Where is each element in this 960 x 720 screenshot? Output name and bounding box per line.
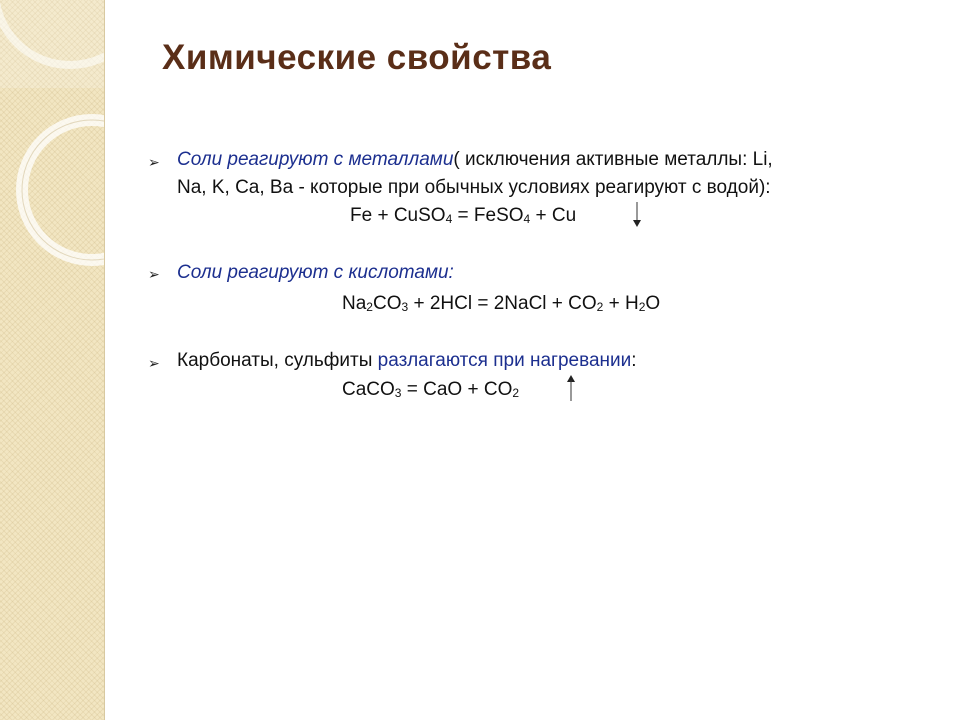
bullet-1-highlight: Соли реагируют с металлами bbox=[177, 149, 454, 170]
equation-1: Fe + CuSO$_4$ = FeSO$_4$ + Cu bbox=[350, 205, 577, 226]
bullet-3-text: Карбонаты, сульфиты bbox=[177, 350, 378, 371]
bullet-arrow-icon: ➢ bbox=[148, 154, 160, 170]
bullet-arrow-icon: ➢ bbox=[148, 355, 160, 371]
bullet-2-highlight: Соли реагируют с кислотами: bbox=[177, 262, 454, 283]
bullet-1-line-2: Na, K, Ca, Ba - которые при обычных условиях реагируют с водой): bbox=[177, 177, 771, 198]
bullet-3-line-1: Карбонаты, сульфиты разлагаются при нагревании: bbox=[177, 350, 637, 371]
bullet-1-line-1 bbox=[177, 148, 773, 172]
gas-up-arrow-icon bbox=[566, 374, 576, 402]
equation-2: $Na_2CO_3 + 2HCl$ = 2NaCl + $CO_2 + H_2O$ bbox=[342, 293, 661, 314]
equation-3: CaCO$_3$ = CaO + $CO_2$ bbox=[342, 379, 520, 400]
precipitate-down-arrow-icon bbox=[632, 202, 642, 228]
slide-title: Химические свойства bbox=[162, 38, 552, 77]
decorative-sidebar bbox=[0, 0, 105, 720]
sidebar-rings-decoration bbox=[0, 0, 104, 720]
bullet-1-text: ( исключения активные металлы: Li, bbox=[453, 149, 773, 170]
bullet-3-highlight: разлагаются при нагревании bbox=[377, 350, 632, 371]
bullet-arrow-icon: ➢ bbox=[148, 266, 160, 282]
